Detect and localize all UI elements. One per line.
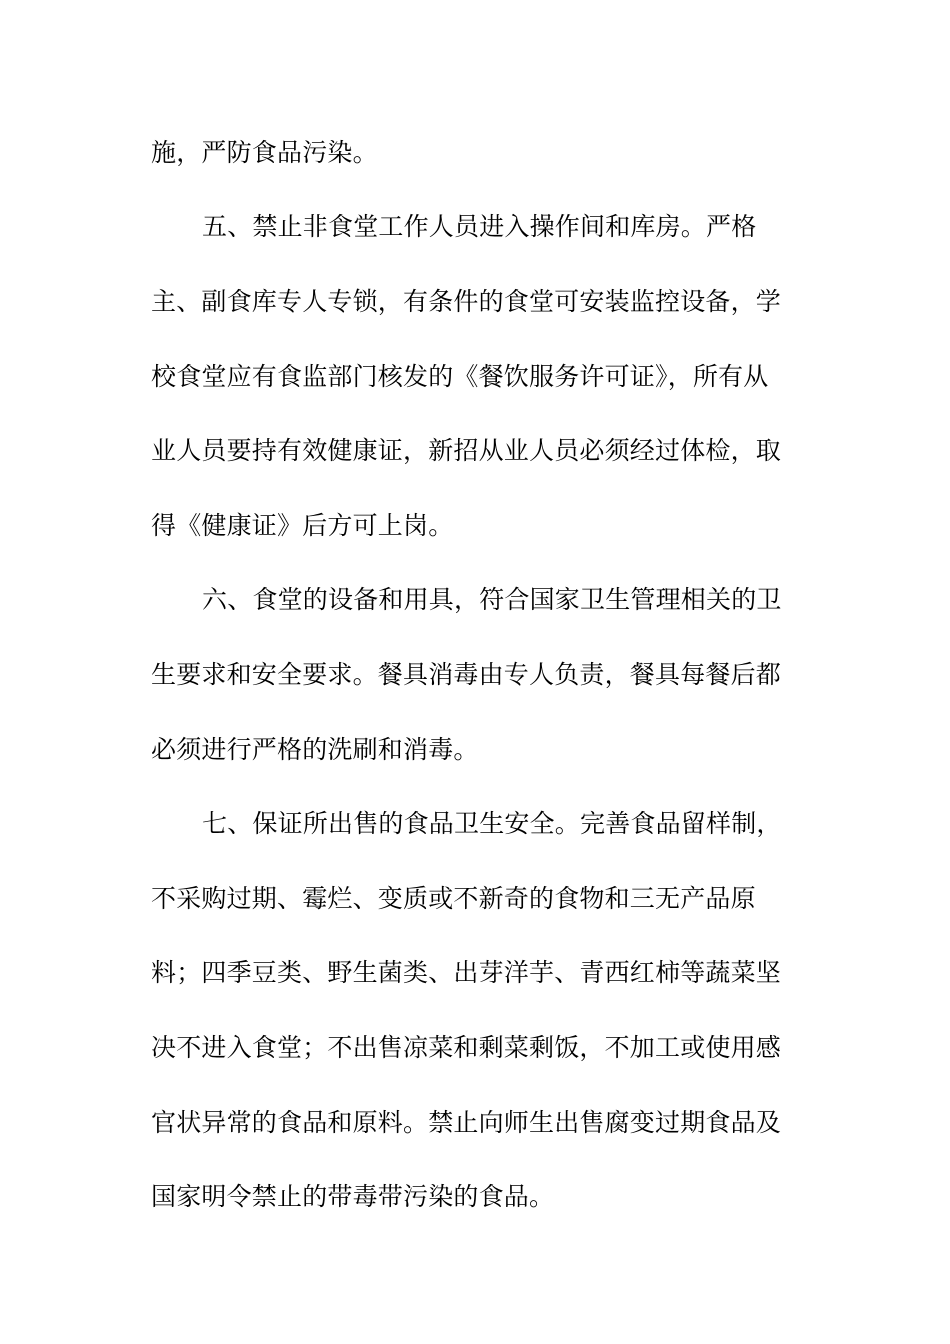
paragraph-7-start: 七、保证所出售的食品卫生安全。完善食品留样制， <box>202 809 782 838</box>
paragraph-6-start: 六、食堂的设备和用具，符合国家卫生管理相关的卫 <box>202 585 782 614</box>
text-line: 官状异常的食品和原料。禁止向师生出售腐变过期食品及 <box>151 1108 782 1137</box>
text-line: 必须进行严格的洗刷和消毒。 <box>151 735 479 764</box>
text-line: 国家明令禁止的带毒带污染的食品。 <box>151 1182 555 1211</box>
text-line: 业人员要持有效健康证，新招从业人员必须经过体检，取 <box>151 436 782 465</box>
text-line: 校食堂应有食监部门核发的《餐饮服务许可证》，所有从 <box>151 362 769 391</box>
text-line: 得《健康证》后方可上岗。 <box>151 511 454 540</box>
text-line: 决不进入食堂；不出售凉菜和剩菜剩饭，不加工或使用感 <box>151 1033 782 1062</box>
text-line: 不采购过期、霉烂、变质或不新奇的食物和三无产品原 <box>151 884 756 913</box>
text-line: 料；四季豆类、野生菌类、出芽洋芋、青西红柿等蔬菜坚 <box>151 958 782 987</box>
paragraph-5-start: 五、禁止非食堂工作人员进入操作间和库房。严格 <box>202 212 757 241</box>
text-line: 施，严防食品污染。 <box>151 138 378 167</box>
text-line: 生要求和安全要求。餐具消毒由专人负责，餐具每餐后都 <box>151 660 782 689</box>
text-line: 主、副食库专人专锁，有条件的食堂可安装监控设备，学 <box>151 287 782 316</box>
